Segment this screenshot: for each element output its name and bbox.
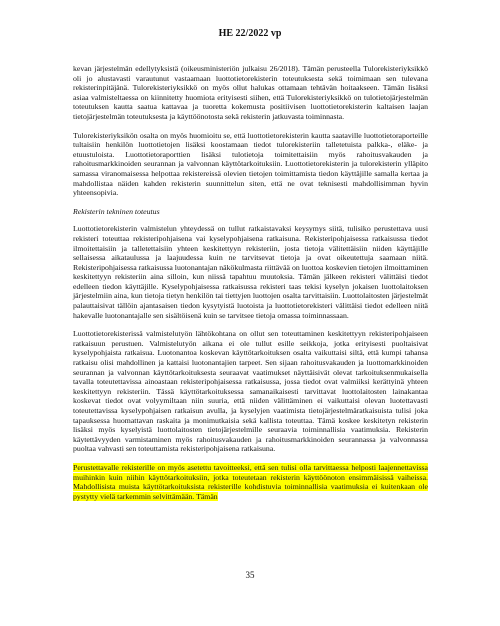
paragraph-1: kevan järjestelmän edellytyksistä (oikeusministeriön julkaisu 26/2018). Tämän perusteella Tulorekisteriyksikkö oli jo alustavasti varautunut vastaamaan luottotietorekisterin toteutuksesta sekä toimimaan sen tulevana rekisterinpitäjänä. Tulorekisteriyksikkö on myös ollut halukas ottamaan tehtävän hoitaakseen. Tämän lisäksi asiaa valmisteltaessa on kiinnitetty huomiota erityisesti siihen, että Tulorekisteriyksikkö on tulotietojärjestelmän toteutuksen kautta saatua kattavaa ja tuoretta kokemusta positiivisen luottotietorekisterin kaltaisen laajan tietojärjestelmän toteutuksesta ja käyttöönotosta sekä rekisterin jatkuvasta toiminnasta. bbox=[73, 64, 428, 121]
page-content bbox=[73, 64, 428, 510]
page-number: 35 bbox=[245, 570, 255, 580]
section-heading: Rekisterin tekninen toteutus bbox=[73, 206, 160, 216]
paragraph-4: Luottotietorekisterissä valmistelutyön lähtökohtana on ollut sen toteuttaminen keskitettyyn rekisteripohjaiseen ratkaisuun perustuen. Valmistelutyön aikana ei ole tullut esille seikkoja, jotka erityisesti puoltaisivat kyselypohjaista ratkaisua. Luotonantoa koskevan käyttötarkoituksen osalta vaikuttaisi siltä, että kumpi tahansa ratkaisu olisi mahdollinen ja kattaisi luotonantajien tarpeet. Sen sijaan rahoitusvakauden ja luottomarkkinoiden seurannan ja valvonnan käyttötarkoituksesta seuraavat vaatimukset näyttäisivät olevat tarkoituksenmukaisella tavalla toteutettavissa ainoastaan rekisteripohjaisessa ratkaisussa, jossa tiedot ovat valmiiksi kerättyinä yhteen keskitettyyn rekisteriin. Tässä käyttötarkoituksessa samanaikaisesti tarvittavat luottolaitosten lainakantaa koskevat tiedot ovat volyymiltaan niin suuria, että niiden välittäminen ei vaikuttaisi olevan luotettavasti toteutettavissa kyselypohjaisen ratkaisun avulla, ja kyselyjen vaatimista tietojärjestelmäratkaisuista tulisi joka tapauksessa huomattavan raskaita ja monimutkaisia sekä kallista toteuttaa. Tämä koskee keskitetyn rekisterin lisäksi myös kyselyistä luottolaitosten tietojärjestelmille seuraavia toiminnallisia vaatimuksia. Rekisterin käytettävyyden varmistaminen myös rahoitusvakauden ja rahoitusmarkkinoiden seurannassa ja valvonnassa puoltaa vahvasti sen toteuttamista rekisteripohjaisena ratkaisuna. bbox=[73, 329, 428, 454]
page-header: HE 22/2022 vp bbox=[218, 28, 282, 39]
paragraph-2: Tulorekisteriyksikön osalta on myös huomioitu se, että luottotietorekisterin kautta saataville luottotietoraporteille tultaisiin henkilön luottotietojen lisäksi koostamaan tiedot tulorekisteriin talletetuista palkka-, eläke- ja etuustuloista. Luottotietoraporttien lisäksi tulotietoja toimitettaisiin myös rahoitusvakauden ja rahoitusmarkkinoiden seurannan ja valvonnan käyttötarkoituksiin. Luottotietorekisterin ja tulorekisterin ylläpito samassa viranomaisessa helpottaa rekistereissä olevien tietojen toimittamista tiedon käyttäjille samalla kertaa ja mahdollistaa näiden kahden rekisterin suunnittelun siten, että ne ovat teknisesti mahdollisimman hyvin yhteensopivia. bbox=[73, 130, 428, 198]
highlighted-paragraph bbox=[73, 463, 428, 501]
paragraph-3: Luottotietorekisterin valmistelun yhteydessä on tullut ratkaistavaksi keysymys siitä, tulisiko perustettava uusi rekisteri toteuttaa rekisteripohjaisena vai kyselypohjaisena ratkaisuna. Rekisteripohjaisessa ratkaisussa tiedot ilmoitettaisiin ja talletettaisiin yhteen keskitettyyn rekisteriin, josta tietoja välitettäisiin niiden käyttäjille sellaisessa aikataulussa ja laajuudessa kuin ne tarvitsevat tietoja ja ovat oikeutettuja saamaan niitä. Rekisteripohjaisessa ratkaisussa luotonantajan näkökulmasta riittävää on luottoa koskevien tietojen ilmoittaminen keskitettyyn rekisteriin aina silloin, kun niissä tapahtuu muutoksia. Tämän jälkeen rekisteri välittäisi tiedot edelleen tiedon käyttäjille. Kyselypohjaisessa ratkaisussa rekisteri taas tekisi kyselyn jokaisen luottolaitoksen järjestelmiin aina, kun tietoja tietyn henkilön tai tiettyjen luottojen osalta tarvittaisiin. Luottolaitosten järjestelmät palauttaisivat tällöin ajantasaisen tiedon kysytyistä luotoista ja luottotietorekisteri välittäisi tiedot edelleen niitä hakevalle luotonantajalle sen sisältöisenä kuin se tarvitsee tietoja omassa toiminnassaan. bbox=[73, 224, 428, 320]
highlighted-text: Perustettavalle rekisterille on myös asetettu tavoitteeksi, että sen tulisi olla tarvittaessa helposti laajennettavissa muihinkin kuin niihin käyttötarkoituksiin, jotka toteutetaan rekisterin käyttöönoton ensimmäisissä vaiheissa. Mahdollisista muista käyttötarkoituksista rekisterille kohdistuvia toiminnallisia vaatimuksia ei kuitenkaan ole pystytty vielä tarkemmin selvittämään. Tämän bbox=[73, 462, 428, 501]
